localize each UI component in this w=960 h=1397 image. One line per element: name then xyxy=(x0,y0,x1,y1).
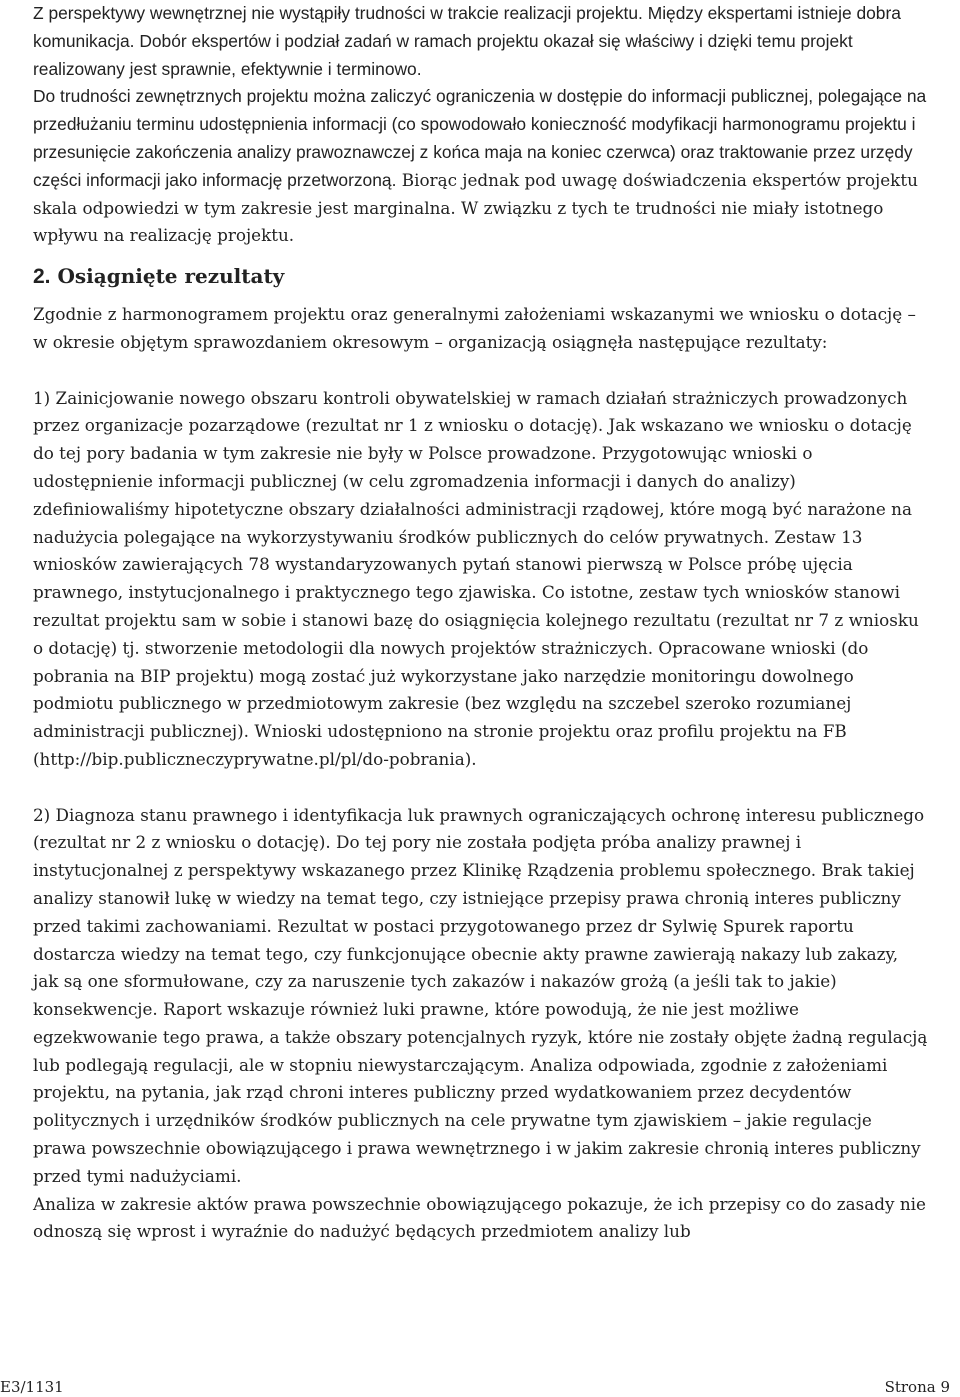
paragraph-segment: Wnioski udostępniono na stronie projektu oraz profilu projektu na FB (http://bip.publiczneczyprywatne.pl/pl/do-pobrania). xyxy=(33,721,847,769)
paragraph-internal-difficulties: Z perspektywy wewnętrznej nie wystąpiły trudności w trakcie realizacji projektu. Między ekspertami istnieje dobra komunikacja. Dobór ekspertów i podział zadań w ramach projektu okazał się właściwy i dzięki temu projekt realizowany jest sprawnie, efektywnie i terminowo. xyxy=(33,3,901,79)
paragraph-segment: Zestaw 13 wniosków zawierających 78 wystandaryzowanych pytań stanowi pierwszą w Polsce próbę ujęcia prawnego, instytucjonalnego i praktycznego tego zjawiska. xyxy=(33,526,863,603)
paragraph-result-1 xyxy=(33,385,928,774)
spacer xyxy=(33,774,928,802)
paragraph-segment: 2) Diagnoza stanu prawnego i identyfikacja luk prawnych ograniczających ochronę interesu publicznego (rezultat nr 2 z wniosku o dotację). xyxy=(33,804,925,853)
paragraph-segment: Analiza odpowiada, zgodnie z założeniami projektu, na pytania, jak rząd chroni interes publiczny przed wydatkowaniem przez decydentów politycznych i urzędników środków publicznych na cele prywatne tym zjawiskiem – jakie regulacje prawa powszechnie obowiązującego i prawa wewnętrznego i w jakim zakresie chronią interes publiczny przed tymi nadużyciami. xyxy=(33,1054,921,1186)
page-footer xyxy=(0,1377,960,1397)
paragraph-segment: Brak takiej analizy stanowił lukę w wiedzy na temat tego, czy istniejące przepisy prawa chronią interes publiczny przed takimi zachowaniami. xyxy=(33,860,915,936)
paragraph-segment: Opracowane wnioski (do pobrania na BIP projektu) mogą zostać już wykorzystane jako narzędzie monitoringu dowolnego podmiotu publicznego w przedmiotowym zakresie (bez względu na szczebel szeroko rozumianej administracji publicznej). xyxy=(33,637,869,742)
paragraph-segment: 1) Zainicjowanie nowego obszaru kontroli obywatelskiej w ramach działań strażniczych prowadzonych przez organizacje pozarządowe (rezultat nr 1 z wniosku o dotację). xyxy=(33,387,908,436)
paragraph-segment: Do trudności zewnętrznych projektu można zaliczyć ograniczenia w dostępie do informacji publicznej, polegające na przedłużaniu terminu udostępnienia informacji (co spowodowało konieczność modyfikacji harmonogramu projektu i przesunięcie zakończenia analizy prawoznawczej z końca maja na koniec czerwca) oraz traktowanie przez urzędy części informacji jako informację przetworzoną. xyxy=(33,86,927,190)
document-code: E3/1131 xyxy=(0,1378,64,1396)
paragraph-segment: W związku z tych te trudności nie miały istotnego wpływu na realizację projektu. xyxy=(33,197,884,246)
paragraph-segment: Jak wskazano we wniosku o dotację do tej pory badania w tym zakresie nie były w Polsce prowadzone. xyxy=(33,415,912,464)
section-heading xyxy=(33,262,928,291)
paragraph-segment: Raport wskazuje również luki prawne, które powodują, że nie jest możliwe egzekwowanie tego prawa, a także obszary potencjalnych ryzyk, które nie zostały objęte żadną regulacją lub podlegają regulacji, ale w stopniu niewystarczającym. xyxy=(33,999,928,1075)
page-number: Strona 9 xyxy=(884,1378,950,1396)
paragraph-segment: Przygotowując wnioski o udostępnienie informacji publicznej (w celu zgromadzenia informacji i danych do analizy) zdefiniowaliśmy hipotetyczne obszary działalności administracji rządowej, które mogą być narażone na nadużycia polegające na wykorzystywaniu środków publicznych do celów prywatnych. xyxy=(33,443,912,547)
spacer xyxy=(33,357,928,385)
paragraph-external-difficulties xyxy=(33,83,928,250)
paragraph-segment: Biorąc jednak pod uwagę doświadczenia ekspertów projektu skala odpowiedzi w tym zakresie jest marginalna. xyxy=(33,169,918,218)
paragraph-intro: Zgodnie z harmonogramem projektu oraz generalnymi założeniami wskazanymi we wniosku o dotację – w okresie objętym sprawozdaniem okresowym – organizacją osiągnęła następujące rezultaty: xyxy=(33,304,916,352)
paragraph-result-2 xyxy=(33,802,928,1191)
paragraph-legal-analysis: Analiza w zakresie aktów prawa powszechnie obowiązującego pokazuje, że ich przepisy co do zasady nie odnoszą się wprost i wyraźnie do nadużyć będących przedmiotem analizy lub xyxy=(33,1193,926,1242)
document-page xyxy=(33,0,928,1246)
paragraph-segment: Co istotne, zestaw tych wniosków stanowi rezultat projektu sam w sobie i stanowi bazę do osiągnięcia kolejnego rezultatu (rezultat nr 7 z wniosku o dotację) tj. stworzenie metodologii dla nowych projektów strażniczych. xyxy=(33,582,919,658)
section-number: 2. xyxy=(33,265,51,289)
paragraph-segment: Rezultat w postaci przygotowanego przez dr Sylwię Spurek raportu dostarcza wiedzy na temat tego, czy funkcjonujące obecnie akty prawne zawierają nakazy lub zakazy, jak są one sformułowane, czy za naruszenie tych zakazów i nakazów grożą (a jeśli tak to jakie) konsekwencje. xyxy=(33,915,899,1020)
paragraph-segment: Do tej pory nie została podjęta próba analizy prawnej i instytucjonalnej z perspektywy wskazanego przez Klinikę Rządzenia problemu społecznego. xyxy=(33,832,817,881)
section-title: Osiągnięte rezultaty xyxy=(50,264,285,289)
